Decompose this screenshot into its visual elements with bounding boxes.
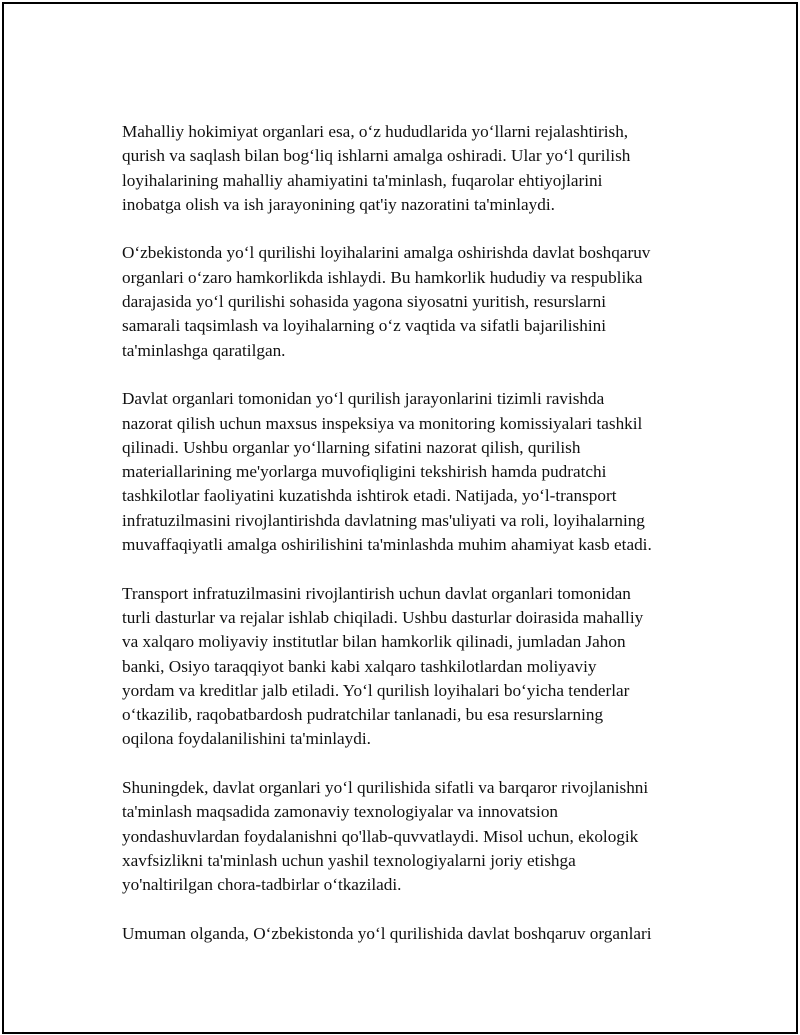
text-line: ta'minlash maqsadida zamonaviy texnologiyalar va innovatsion — [122, 802, 559, 822]
text-line: oqilona foydalanilishini ta'minlaydi. — [122, 729, 371, 749]
text-line: nazorat qilish uchun maxsus inspeksiya va monitoring komissiyalari tashkil — [122, 413, 643, 433]
page-frame — [2, 2, 798, 1034]
document-body — [122, 120, 707, 970]
text-line: xavfsizlikni ta'minlash uchun yashil texnologiyalarni joriy etishga — [122, 850, 576, 870]
text-line: samarali taqsimlash va loyihalarning o‘z vaqtida va sifatli bajarilishini — [122, 316, 606, 336]
paragraph-2 — [122, 241, 707, 362]
paragraph-4 — [122, 582, 707, 752]
text-line: inobatga olish va ish jarayonining qat'iy nazoratini ta'minlaydi. — [122, 194, 555, 214]
paragraph-1 — [122, 120, 707, 217]
text-line: yondashuvlardan foydalanishni qo'llab-quvvatlaydi. Misol uchun, ekologik — [122, 826, 639, 846]
text-line: ta'minlashga qaratilgan. — [122, 340, 286, 360]
text-line: tashkilotlar faoliyatini kuzatishda ishtirok etadi. Natijada, yo‘l-transport — [122, 486, 617, 506]
text-line: infratuzilmasini rivojlantirishda davlatning mas'uliyati va roli, loyihalarning — [122, 510, 645, 530]
paragraph-3 — [122, 387, 707, 557]
text-line: o‘tkazilib, raqobatbardosh pudratchilar tanlanadi, bu esa resurslarning — [122, 705, 604, 725]
text-line: Umuman olganda, O‘zbekistonda yo‘l qurilishida davlat boshqaruv organlari — [122, 923, 652, 943]
text-line: O‘zbekistonda yo‘l qurilishi loyihalarini amalga oshirishda davlat boshqaruv — [122, 243, 651, 263]
paragraph-6 — [122, 922, 707, 946]
text-line: banki, Osiyo taraqqiyot banki kabi xalqaro tashkilotlardan moliyaviy — [122, 656, 597, 676]
text-line: Davlat organlari tomonidan yo‘l qurilish jarayonlarini tizimli ravishda — [122, 389, 605, 409]
text-line: qilinadi. Ushbu organlar yo‘llarning sifatini nazorat qilish, qurilish — [122, 437, 581, 457]
text-line: materiallarining me'yorlarga muvofiqligini tekshirish hamda pudratchi — [122, 462, 607, 482]
paragraph-5 — [122, 776, 707, 897]
text-line: muvaffaqiyatli amalga oshirilishini ta'minlashda muhim ahamiyat kasb etadi. — [122, 535, 652, 555]
text-line: yordam va kreditlar jalb etiladi. Yo‘l qurilish loyihalari bo‘yicha tenderlar — [122, 680, 630, 700]
text-line: darajasida yo‘l qurilishi sohasida yagona siyosatni yuritish, resurslarni — [122, 292, 607, 312]
text-line: loyihalarining mahalliy ahamiyatini ta'minlash, fuqarolar ehtiyojlarini — [122, 170, 603, 190]
text-line: organlari o‘zaro hamkorlikda ishlaydi. Bu hamkorlik hududiy va respublika — [122, 267, 643, 287]
text-line: turli dasturlar va rejalar ishlab chiqiladi. Ushbu dasturlar doirasida mahalliy — [122, 607, 644, 627]
text-line: Shuningdek, davlat organlari yo‘l qurilishida sifatli va barqaror rivojlanishni — [122, 778, 649, 798]
text-line: qurish va saqlash bilan bog‘liq ishlarni amalga oshiradi. Ular yo‘l qurilish — [122, 146, 631, 166]
text-line: Mahalliy hokimiyat organlari esa, o‘z hududlarida yo‘llarni rejalashtirish, — [122, 122, 629, 141]
text-line: yo'naltirilgan chora-tadbirlar o‘tkaziladi. — [122, 875, 402, 895]
text-line: Transport infratuzilmasini rivojlantirish uchun davlat organlari tomonidan — [122, 583, 631, 603]
text-line: va xalqaro moliyaviy institutlar bilan hamkorlik qilinadi, jumladan Jahon — [122, 632, 626, 652]
